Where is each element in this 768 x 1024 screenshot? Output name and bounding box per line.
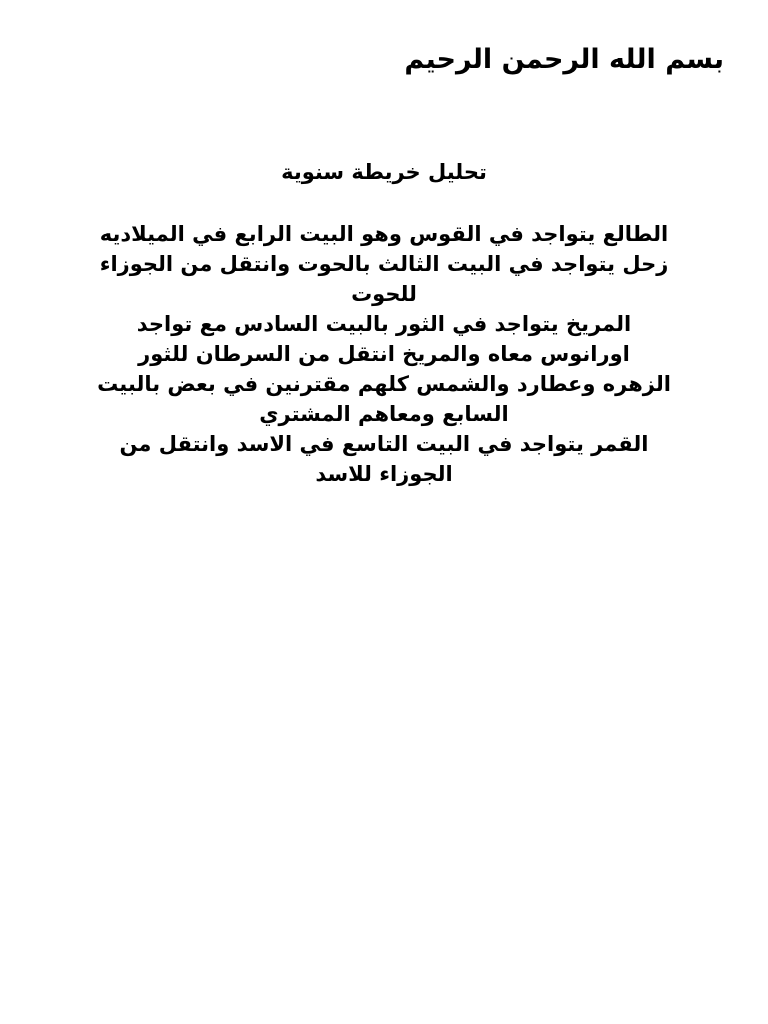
document-title: تحليل خريطة سنوية xyxy=(281,160,487,184)
text-line-mars: المريخ يتواجد في الثور بالبيت السادس مع تواجد xyxy=(136,312,632,336)
text-line-mars-continued: اورانوس معاه والمريخ انتقل من السرطان للثور xyxy=(138,342,630,366)
text-line-ascendant: الطالع يتواجد في القوس وهو البيت الرابع في الميلاديه xyxy=(99,222,669,246)
text-line-moon: القمر يتواجد في البيت التاسع في الاسد وانتقل من xyxy=(119,432,649,456)
text-line-saturn: زحل يتواجد في البيت الثالث بالحوت وانتقل من الجوزاء xyxy=(99,252,669,276)
text-line-venus-mercury-sun-continued: السابع ومعاهم المشتري xyxy=(259,402,509,426)
text-line-saturn-continued: للحوت xyxy=(351,282,417,306)
text-line-moon-continued: الجوزاء للاسد xyxy=(315,462,453,486)
bismillah-heading: بسم الله الرحمن الرحيم xyxy=(404,44,724,75)
text-line-venus-mercury-sun: الزهره وعطارد والشمس كلهم مقترنين في بعض بالبيت xyxy=(97,372,671,396)
document-body xyxy=(40,219,728,489)
